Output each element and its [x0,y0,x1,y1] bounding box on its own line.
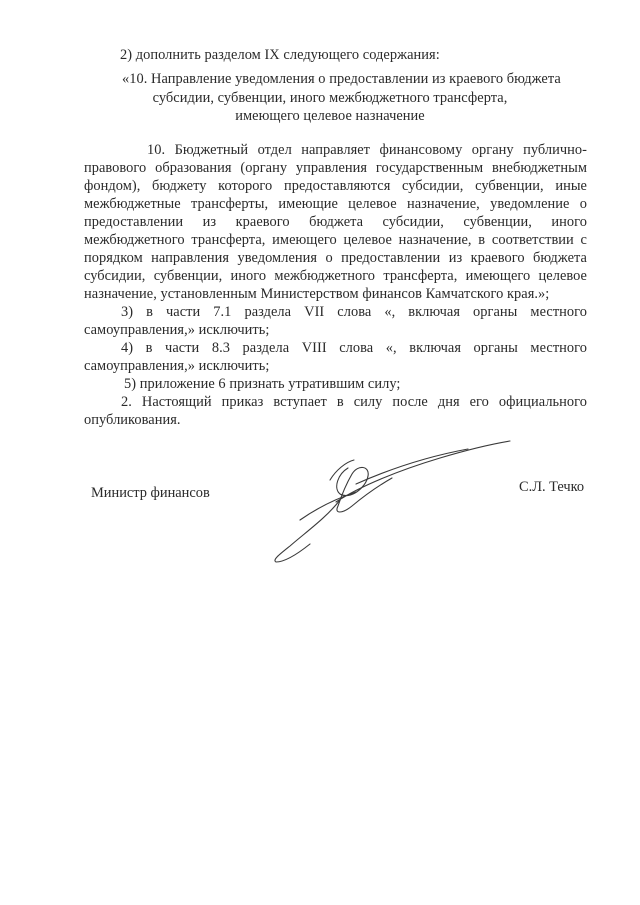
para10-line-1: 10. Бюджетный отдел направляет финансовому органу публично- [147,142,587,158]
item4-line-2: самоуправления,» исключить; [84,358,270,374]
para10-line-3: фондом), бюджету которого предоставляются субсидии, субвенции, иные [84,178,587,194]
section-heading-line-2: субсидии, субвенции, иного межбюджетного трансферта, [152,90,508,106]
item3-line-1: 3) в части 7.1 раздела VII слова «, включая органы местного [121,304,587,320]
para10-line-6: межбюджетного трансферта, имеющего целевое назначение, в соответствии с [84,232,587,248]
para10-line-9: назначение, установленным Министерством финансов Камчатского края.»; [84,286,550,302]
para10-line-8: субсидии, субвенции, иного межбюджетного трансферта, имеющего целевое [84,268,587,284]
clause2-line-2: опубликования. [84,412,181,428]
section-heading-line-3: имеющего целевое назначение [235,108,425,124]
para10-line-2: правового образования (органу управления государственным внебюджетным [84,160,587,176]
signatory-name: С.Л. Течко [519,479,585,495]
para10-line-4: межбюджетные трансферты, имеющие целевое назначение, уведомление о [84,196,587,212]
item3-line-2: самоуправления,» исключить; [84,322,270,338]
item2-intro: 2) дополнить разделом IX следующего содержания: [120,47,440,63]
para10-line-5: предоставлении из краевого бюджета субсидии, субвенции, иного [84,214,587,230]
para10-line-7: порядком направления уведомления о предоставлении из краевого бюджета [84,250,587,266]
signatory-title: Министр финансов [91,485,210,501]
item5: 5) приложение 6 признать утратившим силу; [124,376,401,392]
item4-line-1: 4) в части 8.3 раздела VIII слова «, включая органы местного [121,340,587,356]
section-heading-line-1: «10. Направление уведомления о предоставлении из краевого бюджета [122,71,561,87]
clause2-line-1: 2. Настоящий приказ вступает в силу после дня его официального [121,394,587,410]
